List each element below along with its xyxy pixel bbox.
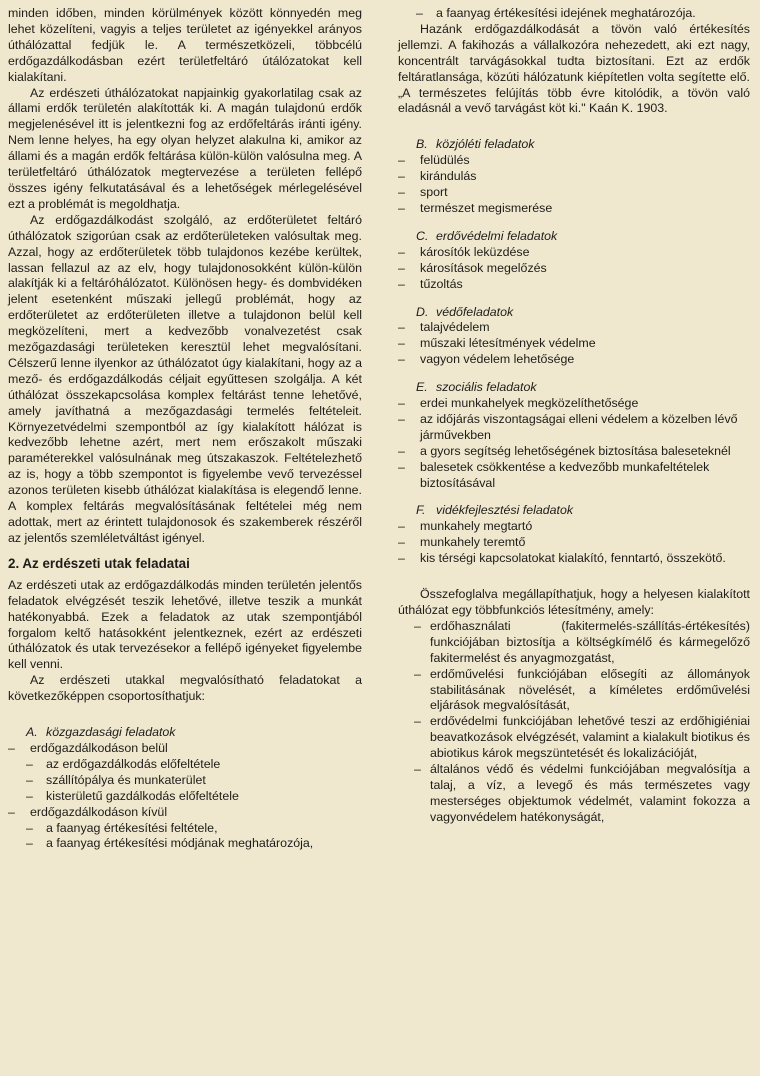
list-item: – sport — [398, 185, 750, 201]
category-label: közgazdasági feladatok — [46, 725, 176, 740]
summary-list — [398, 619, 750, 826]
list-item: – az erdőgazdálkodás előfeltétele — [8, 757, 362, 773]
list-item: – tűzoltás — [398, 277, 750, 293]
right-column — [398, 6, 750, 826]
category-a-sublist-1 — [8, 757, 362, 805]
category-letter: A. — [26, 725, 38, 740]
category-a-sublist-2 — [8, 821, 362, 853]
category-a-list-2 — [8, 805, 362, 821]
category-c-list — [398, 245, 750, 293]
list-item: – vagyon védelem lehetősége — [398, 352, 750, 368]
paragraph-grouping: Az erdészeti utakkal megvalósítható feladatokat a következőképpen csoportosíthatjuk: — [8, 673, 362, 704]
list-item: – szállítópálya és munkaterület — [8, 773, 362, 789]
list-item: – erdőgazdálkodáson kívül — [8, 805, 362, 821]
category-a-sublist-2-continued — [398, 6, 750, 22]
list-item: – kisterületű gazdálkodás előfeltétele — [8, 789, 362, 805]
category-letter: E. — [416, 380, 428, 395]
list-item: – az időjárás viszontagságai elleni védelem a közelben lévő járművekben — [398, 412, 750, 444]
category-a-title — [8, 725, 362, 741]
left-column — [8, 6, 362, 852]
paragraph-summary: Összefoglalva megállapíthatjuk, hogy a helyesen kialakított úthálózat egy többfunkciós létesítmény, amely: — [398, 587, 750, 617]
list-item: – balesetek csökkentése a kedvezőbb munkafeltételek biztosításával — [398, 460, 750, 492]
list-item: – erdőművelési funkciójában elősegíti az állományok stabilitásának növelését, a kíméletes erdőművelési eljárások megvalósítását, — [398, 667, 750, 715]
list-item: – a faanyag értékesítési feltétele, — [8, 821, 362, 837]
list-item: – károsítók leküzdése — [398, 245, 750, 261]
list-item: – műszaki létesítmények védelme — [398, 336, 750, 352]
column-gutter — [378, 10, 379, 1050]
category-e-list — [398, 396, 750, 491]
category-e-title — [398, 380, 750, 396]
category-label: vidékfejlesztési feladatok — [436, 503, 574, 518]
list-item: – a gyors segítség lehetőségének biztosítása baleseteknél — [398, 444, 750, 460]
list-item: – a faanyag értékesítési módjának meghatározója, — [8, 836, 362, 852]
category-b-title — [398, 137, 750, 153]
list-item: – erdőhasználati (fakitermelés-szállítás-értékesítés) funkciójában biztosítja a költségkímélő és kármegelőző fakitermelést és anyagmozgatást, — [398, 619, 750, 667]
category-f-title — [398, 503, 750, 519]
list-item: – felüdülés — [398, 153, 750, 169]
paragraph-complex-access: Az erdőgazdálkodást szolgáló, az erdőterületet feltáró úthálózatok szigorúan csak az erdőterületeken valósultak meg. Azzal, hogy az erdőterületek több tulajdonos kezébe kerültek, lassan fellazul az az elv, hogy tulajdonosokként külön-külön alakítják ki a feltáróhálózatot. Különösen hegy- és dombvidéken jelent esetenként műszaki jellegű problémát, hogy az erdőterületet az erdőterületen illetve a tulajdonon belül kell megközelíteni, mert a kedvezőbb vonalvezetést csak mezőgazdasági területeken keresztül lehet megvalósítani. Célszerű lenne ilyenkor az úthálózatot úgy kialakítani, hogy az a mező- és erdőgazdálkodás céljait egyűttesen szolgálja. A két úthálózat összekapcsolása komplex feltárást tenne lehetővé, amely javíthatná a mezőgazdasági termelés feltételeit. Környezetvédelmi szempontból az így kialakított hálózat is kedvezőbb lehetne azért, mert nem erőszakolt műszaki paraméterekkel valósulnának meg útszakaszok. Feltételezhető az is, hogy a több szempontot is figyelembe vevő tervezéssel azonos területen kisebb úthálózat kialakítása is elegendő lenne. A komplex feltárás megvalósításának feltételei még nem adottak, mert az érintett tulajdonosok és szakemberek részéről az jelentős szemléletváltást igényel. — [8, 212, 362, 545]
list-item: – talajvédelem — [398, 320, 750, 336]
list-item: – munkahely megtartó — [398, 519, 750, 535]
category-d-list — [398, 320, 750, 368]
category-letter: D. — [416, 304, 429, 319]
category-label: erdővédelmi feladatok — [436, 228, 558, 243]
list-item: – a faanyag értékesítési idejének meghatározója. — [398, 6, 750, 22]
category-label: védőfeladatok — [436, 304, 514, 319]
paragraph-continued: minden időben, minden körülmények között könnyedén meg lehet közelíteni, vagyis a teljes területet az igényekkel arányos úthálózattal fedjük le. A természetközeli, többcélú erdőgazdálkodásban ezért területfeltáró útálózatokat kell kialakítani. — [8, 6, 362, 84]
list-item: – erdővédelmi funkciójában lehetővé teszi az erdőhigiéniai beavatkozások elvégzését, valamint a kialakult biotikus és abiotikus károk megszüntetését és lokalizációját, — [398, 714, 750, 762]
paragraph-tree-sale: Hazánk erdőgazdálkodását a tövön való értékesítés jellemzi. A fakihozás a vállalkozóra nehezedett, aki ezt nagy, koncentrált tarvágásokkal tudta biztosítani. Ezt az erdők feltáratlansága, közúti hálózatunk kiépítetlen volta segítette elő. „A természetes felújítás több évre kitolódik, a tövön való eladásnál a vevő tarvágást köt ki." Kaán K. 1903. — [398, 21, 750, 116]
category-d-title — [398, 305, 750, 321]
list-item: – kirándulás — [398, 169, 750, 185]
category-label: közjóléti feladatok — [436, 137, 535, 152]
category-b-list — [398, 153, 750, 217]
list-item: – károsítások megelőzés — [398, 261, 750, 277]
category-a-list — [8, 741, 362, 757]
category-letter: C. — [416, 228, 429, 243]
list-item: – kis térségi kapcsolatokat kialakító, fenntartó, összekötő. — [398, 551, 750, 567]
list-item: – munkahely teremtő — [398, 535, 750, 551]
category-letter: B. — [416, 137, 428, 152]
category-c-title — [398, 229, 750, 245]
paragraph-road-tasks: Az erdészeti utak az erdőgazdálkodás minden területén jelentős feladatok elvégzését teszik lehetővé, illetve teszik a munkát hatékonyabbá. Ezek a feladatok az utak szempontjából forgalom keltő hatásokként jelentkeznek, ezért az erdészeti úthálózatok és utak tervezésekor a fellépő igényeket figyelembe kell venni. — [8, 577, 362, 672]
section-heading: 2. Az erdészeti utak feladatai — [8, 555, 190, 571]
list-item: – erdőgazdálkodáson belül — [8, 741, 362, 757]
list-item: – erdei munkahelyek megközelíthetősége — [398, 396, 750, 412]
list-item: – természet megismerése — [398, 201, 750, 217]
category-letter: F. — [416, 503, 426, 518]
category-label: szociális feladatok — [436, 380, 537, 395]
list-item: – általános védő és védelmi funkciójában megvalósítja a talaj, a víz, a levegő és más természetes vagy mesterséges objektumok védelmét, valamint fokozza a vagyonvédelem hatékonyságát, — [398, 762, 750, 826]
category-f-list — [398, 519, 750, 567]
paragraph-state-forest-networks: Az erdészeti úthálózatokat napjainkig gyakorlatilag csak az állami erdők területén alakították ki. A magán tulajdonú erdők megjelenésével itt is jelentkezni fog az erdőfeltárás iránti igény. Nem lenne helyes, ha egy olyan helyzet alakulna ki, amikor az állami és a magán erdők feltárása külön-külön valósulna meg. A területfeltáró úthálózatok megtervezése a területen fellépő összes igény felkutatásával és a lehetőségek mérlegelésével ezt a problémát is megoldhatja. — [8, 85, 362, 211]
